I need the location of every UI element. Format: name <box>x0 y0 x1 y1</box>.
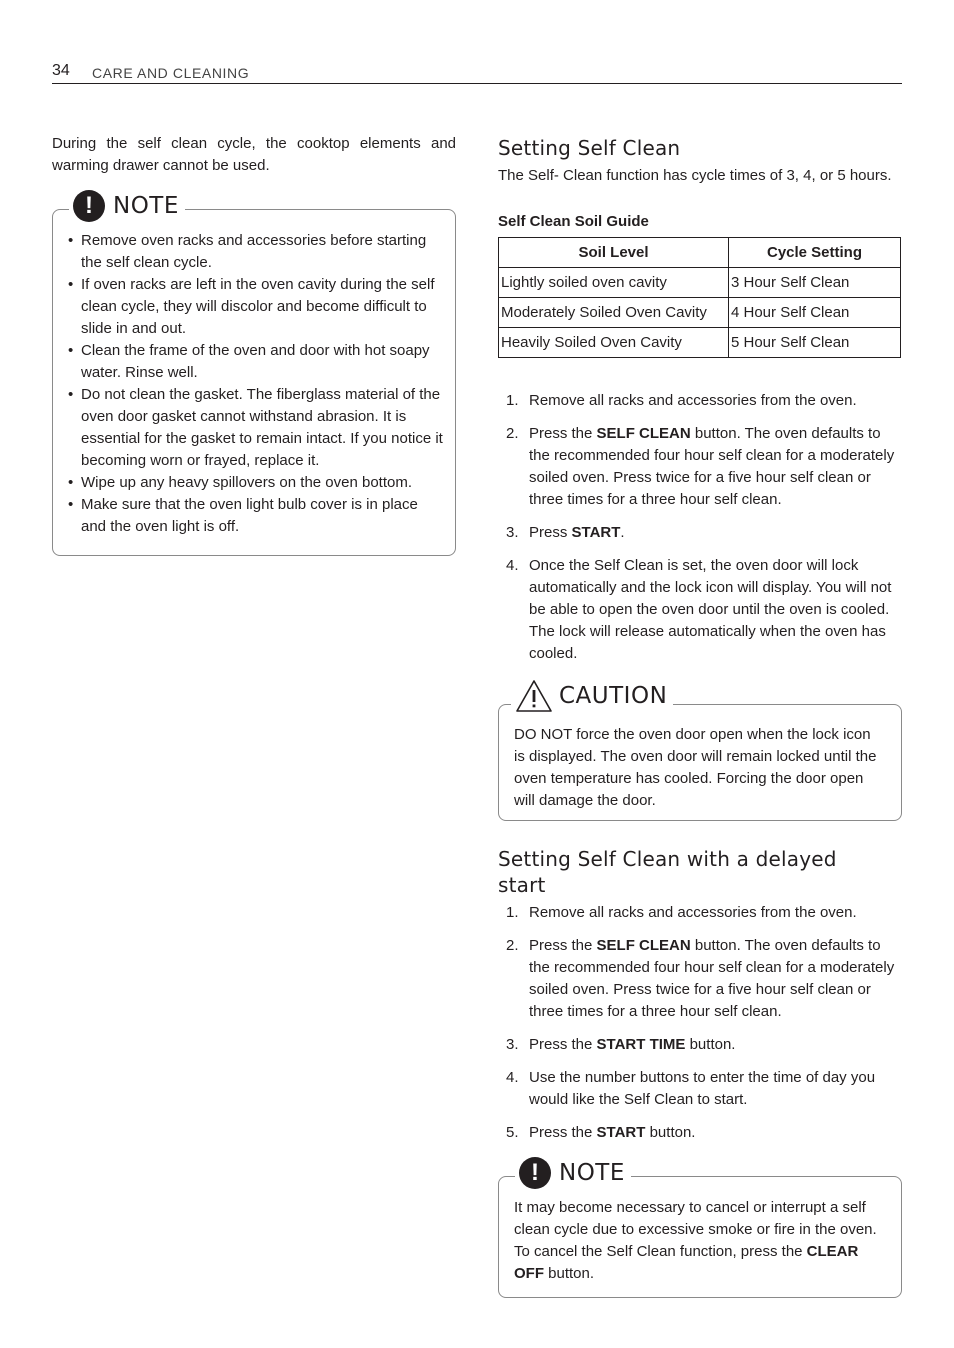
table-cell: Moderately Soiled Oven Cavity <box>499 298 729 328</box>
step-item: 2. Press the SELF CLEAN button. The oven defaults to the recommended four hour self clean for a moderately soiled oven. Press twice for a five hour self clean or three times for a three hour self clean. <box>506 425 895 508</box>
step-item: 5. Press the START button. <box>506 1124 696 1141</box>
self-clean-steps <box>498 390 902 676</box>
page-number: 34 <box>52 62 70 79</box>
delayed-steps <box>498 902 902 1155</box>
page-header <box>52 60 902 84</box>
note-item: • Remove oven racks and accessories before starting the self clean cycle. <box>67 230 447 274</box>
step-item: 3. Press the START TIME button. <box>506 1036 736 1053</box>
note-title-text: NOTE <box>113 193 179 219</box>
note-item: • Wipe up any heavy spillovers on the oven bottom. <box>67 472 447 494</box>
step-item: 1. Remove all racks and accessories from the oven. <box>506 392 857 409</box>
table-cell: 5 Hour Self Clean <box>729 328 901 358</box>
note2-text: It may become necessary to cancel or interrupt a self clean cycle due to excessive smoke or fire in the oven. To cancel the Self Clean function, press the CLEAR OFF button. <box>514 1199 877 1282</box>
caution-title-text: CAUTION <box>559 683 668 709</box>
table-row <box>499 268 901 298</box>
table-cell: Heavily Soiled Oven Cavity <box>499 328 729 358</box>
exclamation-circle-icon: ! <box>519 1157 551 1189</box>
left-column <box>52 133 456 177</box>
soil-guide-table <box>498 237 901 358</box>
caution-text: DO NOT force the oven door open when the lock icon is displayed. The oven door will remain locked until the oven temperature has cooled. Forcing the door open will damage the door. <box>514 726 877 809</box>
table-cell: 3 Hour Self Clean <box>729 268 901 298</box>
table-row <box>499 328 901 358</box>
step-item: 4. Use the number buttons to enter the time of day you would like the Self Clean to start. <box>506 1069 876 1108</box>
note-box <box>52 192 456 556</box>
note2-title <box>515 1157 631 1189</box>
section-name: CARE AND CLEANING <box>92 65 250 81</box>
section-title: Setting Self Clean <box>498 136 681 160</box>
table-header-row <box>499 238 901 268</box>
table-caption: Self Clean Soil Guide <box>498 213 649 230</box>
warning-triangle-icon <box>515 679 553 713</box>
delayed-section-title: Setting Self Clean with a delayed start <box>498 847 837 897</box>
note-list <box>67 230 447 538</box>
note-item: • If oven racks are left in the oven cavity during the self clean cycle, they will discolor and become difficult to slide in and out. <box>67 274 447 340</box>
note-item: • Do not clean the gasket. The fiberglass material of the oven door gasket cannot withstand abrasion. It is essential for the gasket to remain intact. If you notice it becoming worn or frayed, replace it. <box>67 384 447 472</box>
note-item: • Make sure that the oven light bulb cover is in place and the oven light is off. <box>67 494 447 538</box>
step-item: 3. Press START. <box>506 524 625 541</box>
caution-box <box>498 683 902 821</box>
table-header-cell: Soil Level <box>499 238 729 268</box>
table-cell: Lightly soiled oven cavity <box>499 268 729 298</box>
table-row <box>499 298 901 328</box>
step-item: 2. Press the SELF CLEAN button. The oven defaults to the recommended four hour self clean for a moderately soiled oven. Press twice for a five hour self clean or three times for a three hour self clean. <box>506 937 895 1020</box>
table-header-cell: Cycle Setting <box>729 238 901 268</box>
note-title <box>69 190 185 222</box>
section-description: The Self- Clean function has cycle times of 3, 4, or 5 hours. <box>498 167 892 184</box>
table-cell: 4 Hour Self Clean <box>729 298 901 328</box>
exclamation-circle-icon: ! <box>73 190 105 222</box>
intro-text: During the self clean cycle, the cooktop elements and warming drawer cannot be used. <box>52 135 456 174</box>
step-item: 4. Once the Self Clean is set, the oven door will lock automatically and the lock icon will display. You will not be able to open the oven door until the oven is cooled. The lock will release automatically when the oven has cooled. <box>506 557 892 662</box>
note-item: • Clean the frame of the oven and door with hot soapy water. Rinse well. <box>67 340 447 384</box>
self-clean-section <box>498 135 902 358</box>
note-box-2 <box>498 1159 902 1298</box>
step-item: 1. Remove all racks and accessories from the oven. <box>506 904 857 921</box>
caution-title <box>511 679 673 713</box>
note2-title-text: NOTE <box>559 1160 625 1186</box>
